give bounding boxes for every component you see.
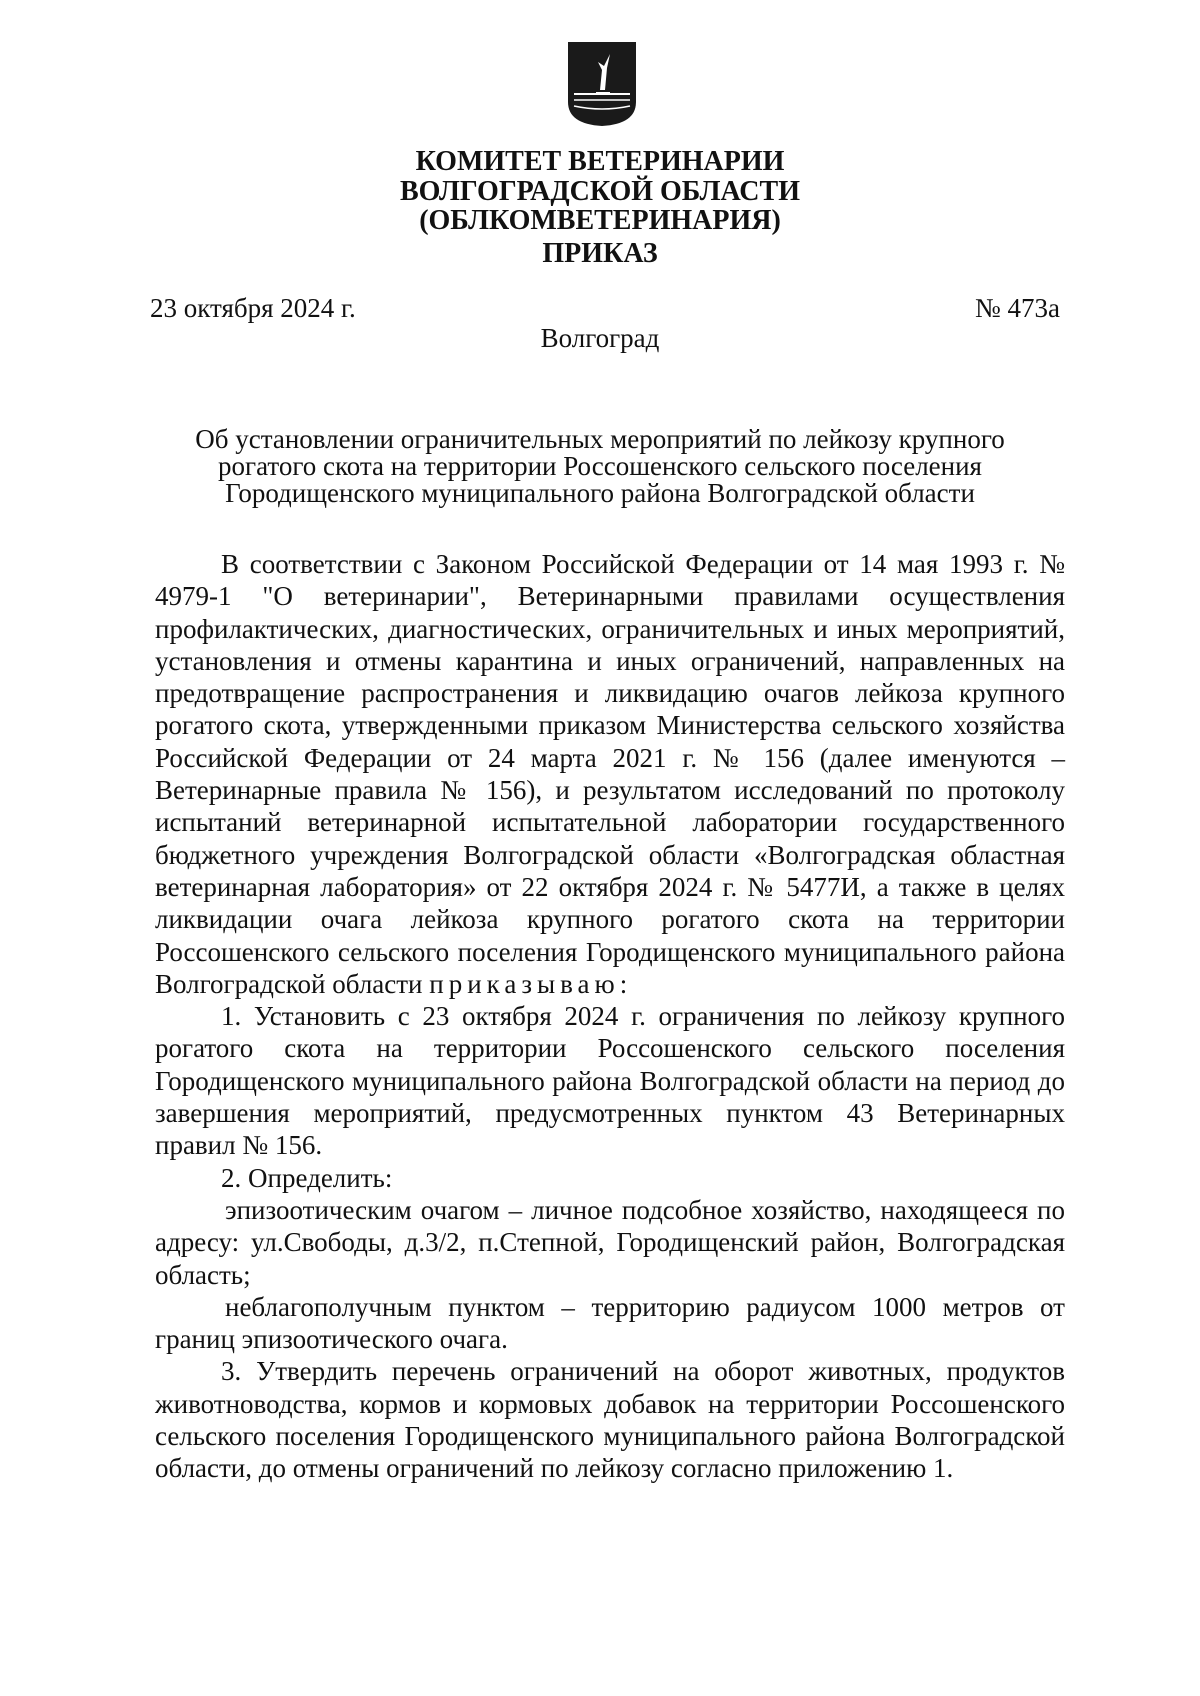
- volgograd-coat-of-arms-icon: [566, 40, 638, 128]
- document-date: 23 октября 2024 г.: [150, 293, 356, 323]
- org-name-line-2: ВОЛГОГРАДСКОЙ ОБЛАСТИ: [400, 176, 800, 207]
- title-line-2: рогатого скота на территории Россошенского сельского поселения: [218, 451, 982, 481]
- order-word: приказываю:: [429, 968, 633, 999]
- document-body: [155, 548, 1065, 1485]
- title-line-1: Об установлении ограничительных мероприятий по лейкозу крупного: [195, 424, 1005, 454]
- item-1-paragraph: 1. Установить с 23 октября 2024 г. ограничения по лейкозу крупного рогатого скота на территории Россошенского сельского поселения Городищенского муниципального района Волгоградской области на период до завершения мероприятий, предусмотренных пунктом 43 Ветеринарных правил № 156.: [155, 1001, 1065, 1161]
- preamble-text: В соответствии с Законом Российской Федерации от 14 мая 1993 г. № 4979-1 "О ветеринарии", Ветеринарными правилами осуществления профилактических, диагностических, ограничительных и иных мероприятий, установления и отмены карантина и иных ограничений, направленных на предотвращение распространения и ликвидацию очагов лейкоза крупного рогатого скота, утвержденными приказом Министерства сельского хозяйства Российской Федерации от 24 марта 2021 г. № 156 (далее именуются – Ветеринарные правила № 156), и результатом исследований по протоколу испытаний ветеринарной испытательной лаборатории государственного бюджетного учреждения Волгоградской области «Волгоградская областная ветеринарная лаборатория» от 22 октября 2024 г. № 5477И, а также в целях ликвидации очага лейкоза крупного рогатого скота на территории Россошенского сельского поселения Городищенского муниципального района Волгоградской области: [155, 549, 1065, 999]
- document-city: Волгоград: [540, 323, 660, 353]
- document-type: ПРИКАЗ: [542, 238, 658, 269]
- item-2b-paragraph: неблагополучным пунктом – территорию радиусом 1000 метров от границ эпизоотического очага.: [155, 1291, 1065, 1355]
- document-number: № 473а: [975, 293, 1060, 323]
- document-title: [160, 426, 1040, 507]
- org-name-line-1: КОМИТЕТ ВЕТЕРИНАРИИ: [415, 146, 785, 177]
- title-line-3: Городищенского муниципального района Волгоградской области: [225, 478, 975, 508]
- item-2-paragraph: 2. Определить:: [221, 1162, 393, 1193]
- item-2a-paragraph: эпизоотическим очагом – личное подсобное хозяйство, находящееся по адресу: ул.Свободы, д.3/2, п.Степной, Городищенский район, Волгоградская область;: [155, 1194, 1065, 1290]
- preamble-paragraph: [155, 548, 1065, 1000]
- item-3-paragraph: 3. Утвердить перечень ограничений на оборот животных, продуктов животноводства, кормов и кормовых добавок на территории Россошенского сельского поселения Городищенского муниципального района Волгоградской области, до отмены ограничений по лейкозу согласно приложению 1.: [155, 1356, 1065, 1484]
- org-name-line-3: (ОБЛКОМВЕТЕРИНАРИЯ): [419, 205, 781, 236]
